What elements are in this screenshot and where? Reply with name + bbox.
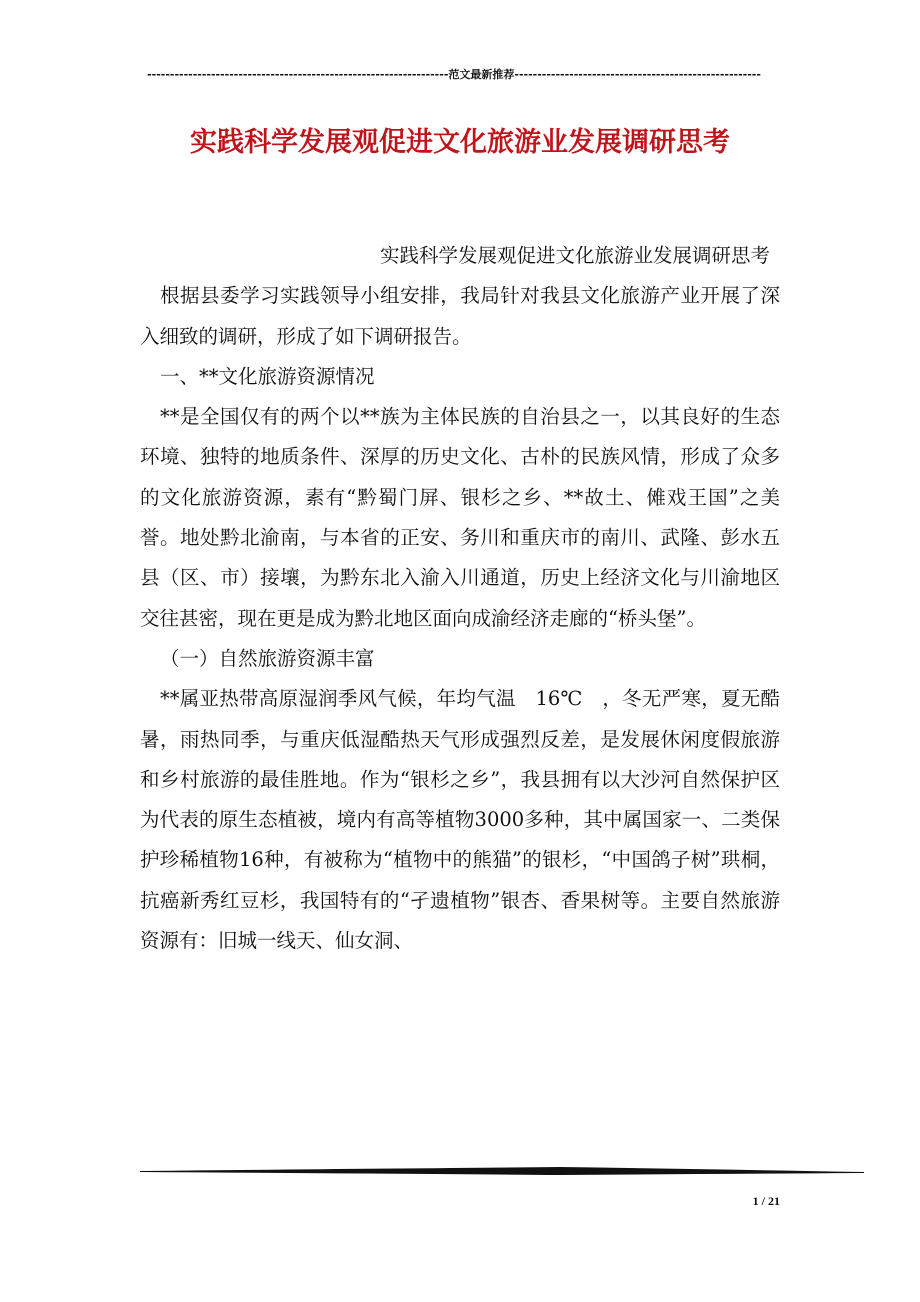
page-number: 1 / 21 <box>752 1194 780 1208</box>
paragraph-intro: 根据县委学习实践领导小组安排，我局针对我县文化旅游产业开展了深入细致的调研，形成了如下调研报告。 <box>140 284 780 348</box>
document-body <box>140 236 780 961</box>
paragraph-overview: **是全国仅有的两个以**族为主体民族的自治县之一，以其良好的生态环境、独特的地质条件、深厚的历史文化、古朴的民族风情，形成了众多的文化旅游资源，素有“黔蜀门屏、银杉之乡、**故土、傩戏王国”之美誉。地处黔北渝南，与本省的正安、务川和重庆市的南川、武隆、彭水五县（区、市）接壤，为黔东北入渝入川通道，历史上经济文化与川渝地区交往甚密，现在更是成为黔北地区面向成渝经济走廊的“桥头堡”。 <box>140 405 780 630</box>
document-title: 实践科学发展观促进文化旅游业发展调研思考 <box>190 127 730 158</box>
subsection-heading-1: （一）自然旅游资源丰富 <box>160 646 375 670</box>
paragraph-natural-resources: **属亚热带高原湿润季风气候，年均气温 16℃ ，冬无严寒，夏无酷暑，雨热同季，与重庆低湿酷热天气形成强烈反差，是发展休闲度假旅游和乡村旅游的最佳胜地。作为“银杉之乡”，我县拥有以大沙河自然保护区为代表的原生态植被，境内有高等植物3000多种，其中属国家一、二类保护珍稀植物16种，有被称为“植物中的熊猫”的银杉，“中国鸽子树”珙桐，抗癌新秀红豆杉，我国特有的“孑遗植物”银杏、香果树等。主要自然旅游资源有：旧城一线天、仙女洞、 <box>140 687 780 953</box>
page-header: ------------------------------------------------------------------范文最新推荐------------------------------------------------------ <box>147 68 761 81</box>
section-heading-1: 一、**文化旅游资源情况 <box>160 364 375 388</box>
body-subtitle: 实践科学发展观促进文化旅游业发展调研思考 <box>379 244 770 267</box>
footer-divider <box>140 1165 864 1179</box>
